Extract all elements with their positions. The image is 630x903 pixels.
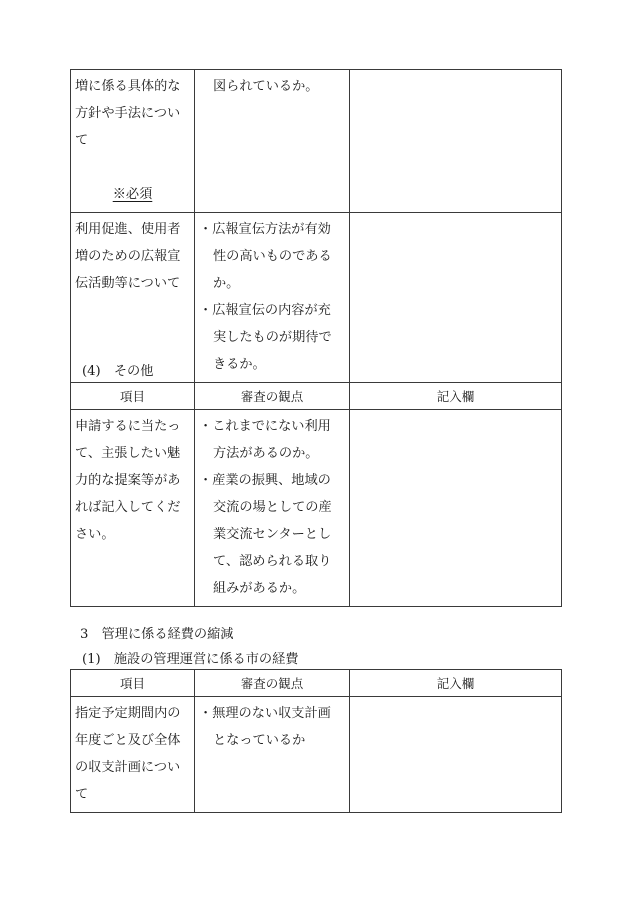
viewpoint-line: 実したものが期待で xyxy=(213,330,332,345)
header-item: 項目 xyxy=(71,383,195,410)
viewpoint-line: か。 xyxy=(213,276,240,291)
item-line: 指定予定期間内の xyxy=(75,706,181,721)
table-section-4 xyxy=(70,382,562,607)
viewpoint-line: て、認められる取り xyxy=(213,554,332,569)
item-line: て、主張したい魅 xyxy=(75,446,181,461)
viewpoint-line: 業交流センターとし xyxy=(213,527,332,542)
item-line: て xyxy=(75,787,89,802)
bullet: ・ xyxy=(199,303,213,318)
table-row xyxy=(71,697,562,813)
viewpoint-line: 図られているか。 xyxy=(213,79,319,94)
viewpoint-line: 無理のない収支計画 xyxy=(212,706,331,721)
table-row xyxy=(71,213,562,383)
header-viewpoint: 審査の観点 xyxy=(195,383,350,410)
item-line: 利用促進、使用者 xyxy=(75,222,181,237)
viewpoint-line: となっているか xyxy=(213,733,306,748)
viewpoint-line: 交流の場としての産 xyxy=(213,500,332,515)
viewpoint-line: 広報宣伝方法が有効 xyxy=(212,222,331,237)
section-3-1-heading: (1) 施設の管理運営に係る市の経費 xyxy=(82,652,299,667)
viewpoint-line: 広報宣伝の内容が充 xyxy=(212,303,331,318)
viewpoint-line: 性の高いものである xyxy=(213,249,332,264)
table-row xyxy=(71,70,562,213)
entry-cell[interactable] xyxy=(350,697,562,813)
item-line: れば記入してくだ xyxy=(75,500,181,515)
bullet: ・ xyxy=(199,419,213,434)
header-viewpoint: 審査の観点 xyxy=(195,670,350,697)
item-line: 増に係る具体的な xyxy=(75,79,181,94)
item-line: 年度ごと及び全体 xyxy=(75,733,181,748)
table-row xyxy=(71,410,562,607)
table-section-3-1 xyxy=(70,669,562,813)
viewpoint-line: 産業の振興、地域の xyxy=(212,473,331,488)
table-header-row xyxy=(71,383,562,410)
viewpoint-line: これまでにない利用 xyxy=(212,419,331,434)
viewpoint-cell xyxy=(195,70,350,213)
header-item: 項目 xyxy=(71,670,195,697)
viewpoint-cell xyxy=(195,213,350,383)
item-line: さい。 xyxy=(75,527,115,542)
item-cell xyxy=(71,213,195,383)
item-cell xyxy=(71,697,195,813)
viewpoint-cell xyxy=(195,697,350,813)
section-3-heading: 3 管理に係る経費の縮減 xyxy=(80,627,234,642)
table-continued xyxy=(70,69,562,383)
item-line: 力的な提案等があ xyxy=(75,473,181,488)
header-entry: 記入欄 xyxy=(350,383,562,410)
item-cell xyxy=(71,70,195,213)
item-line: 方針や手法につい xyxy=(75,106,181,121)
entry-cell[interactable] xyxy=(350,410,562,607)
entry-cell[interactable] xyxy=(350,70,562,213)
item-line: 増のための広報宣 xyxy=(75,249,181,264)
item-line: て xyxy=(75,133,89,148)
item-cell xyxy=(71,410,195,607)
required-mark: ※必須 xyxy=(112,187,153,202)
bullet: ・ xyxy=(199,473,213,488)
item-line: の収支計画につい xyxy=(75,760,181,775)
entry-cell[interactable] xyxy=(350,213,562,383)
section-4-heading: (4) その他 xyxy=(82,364,154,379)
header-entry: 記入欄 xyxy=(350,670,562,697)
bullet: ・ xyxy=(199,706,213,721)
viewpoint-cell xyxy=(195,410,350,607)
viewpoint-line: 方法があるのか。 xyxy=(213,446,319,461)
bullet: ・ xyxy=(199,222,213,237)
table-header-row xyxy=(71,670,562,697)
viewpoint-line: 組みがあるか。 xyxy=(213,581,306,596)
item-line: 申請するに当たっ xyxy=(75,419,181,434)
viewpoint-line: きるか。 xyxy=(213,357,266,372)
item-line: 伝活動等について xyxy=(75,276,181,291)
